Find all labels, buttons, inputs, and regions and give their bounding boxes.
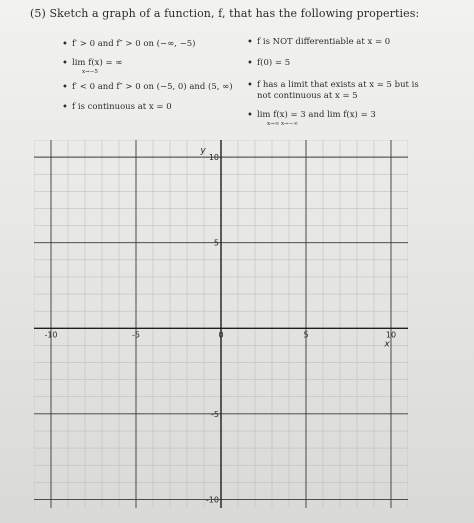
property-right-3: • f has a limit that exists at x = 5 but is not continuous at x = 5	[247, 80, 419, 101]
bullet-icon: •	[62, 58, 68, 69]
x-tick-label: 0	[218, 330, 224, 340]
x-axis-label: x	[384, 339, 390, 350]
property-left-2: • lim f(x) = ∞ x→−5	[62, 58, 123, 75]
y-tick-label: 5	[213, 238, 219, 248]
y-axis-label: y	[200, 146, 206, 157]
x-tick-label: 10	[385, 330, 397, 340]
property-right-4: • lim f(x) = 3 and lim f(x) = 3 x→∞ x→−∞	[247, 110, 376, 127]
bullet-icon: •	[247, 58, 253, 69]
coordinate-grid[interactable]	[34, 140, 408, 508]
property-left-4: • f is continuous at x = 0	[62, 102, 172, 113]
x-tick-label: -10	[44, 330, 58, 340]
x-tick-label: -5	[132, 330, 140, 340]
bullet-icon: •	[247, 37, 253, 48]
x-tick-label: 5	[303, 330, 309, 340]
y-tick-label: -10	[205, 495, 219, 505]
property-right-1: • f is NOT differentiable at x = 0	[247, 37, 391, 48]
bullet-icon: •	[62, 39, 68, 50]
bullet-icon: •	[247, 110, 253, 121]
bullet-icon: •	[247, 80, 253, 91]
graph-paper[interactable]	[34, 140, 408, 508]
property-right-2: • f(0) = 5	[247, 58, 291, 69]
property-left-3: • f′ < 0 and f″ > 0 on (−5, 0) and (5, ∞)	[62, 82, 233, 93]
bullet-icon: •	[62, 82, 68, 93]
problem-title: (5) Sketch a graph of a function, f, that has the following properties:	[30, 7, 420, 20]
bullet-icon: •	[62, 102, 68, 113]
y-tick-label: 10	[208, 153, 219, 163]
property-left-1: • f′ > 0 and f″ > 0 on (−∞, −5)	[62, 39, 196, 50]
y-tick-label: -5	[211, 409, 219, 419]
